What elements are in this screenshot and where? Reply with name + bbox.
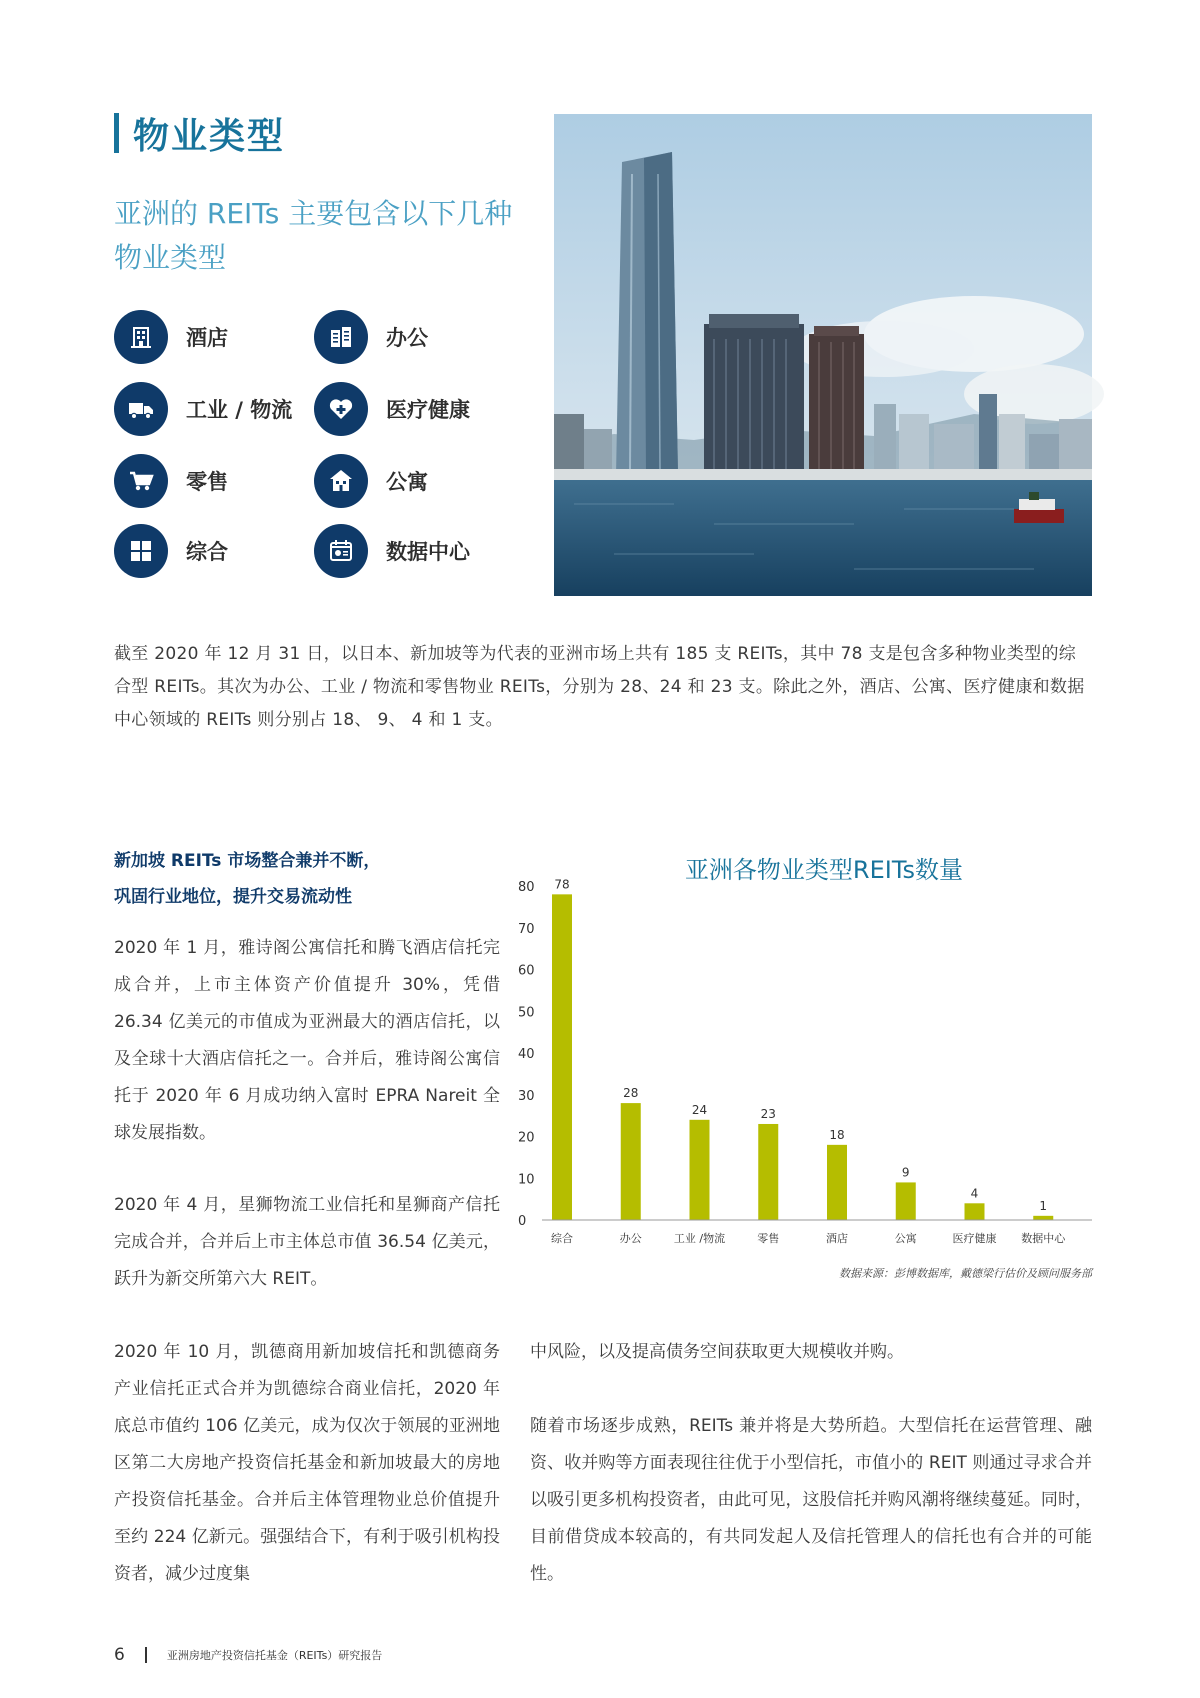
paragraph-2: 2020 年 4 月，星狮物流工业信托和星狮商产信托完成合并，合并后上市主体总市值 36.54 亿美元，跃升为新交所第六大 REIT。: [114, 1195, 500, 1289]
property-type-label: 数据中心: [386, 540, 470, 564]
chart-source: 数据来源：彭博数据库，戴德梁行估价及顾问服务部: [839, 1267, 1092, 1280]
x-tick-label: 数据中心: [1021, 1232, 1066, 1245]
property-type-industrial: [114, 382, 292, 436]
office-icon: [314, 310, 368, 364]
property-type-mixed: [114, 524, 228, 578]
y-tick-label: 30: [518, 1088, 535, 1104]
property-type-hotel: [114, 310, 228, 364]
bar-value-label: 9: [901, 1165, 910, 1180]
property-type-label: 办公: [386, 326, 428, 350]
paragraph-4: 中风险，以及提高债务空间获取更大规模收并购。: [530, 1342, 904, 1362]
chart-title: 亚洲各物业类型REITs数量: [684, 856, 964, 884]
paragraph-3: 2020 年 10 月，凯德商用新加坡信托和凯德商务产业信托正式合并为凯德综合商业信托，2020 年底总市值约 106 亿美元，成为仅次于领展的亚洲地区第二大房地产投资信托基金和新加坡最大的房地产投资信托基金。合并后主体管理物业总价值提升至约 224 亿新元。强强结合下，有利于吸引机构投资者，减少过度集: [114, 1342, 500, 1584]
x-tick-label: 酒店: [826, 1232, 848, 1245]
property-type-retail: [114, 454, 228, 508]
datacenter-icon: [314, 524, 368, 578]
page-footer: [114, 1645, 382, 1665]
bar-value-label: 4: [970, 1186, 979, 1201]
chart-bar: [690, 1120, 710, 1220]
heart-icon: [314, 382, 368, 436]
y-tick-label: 70: [518, 921, 535, 937]
x-tick-label: 医疗健康: [952, 1232, 997, 1245]
bar-value-label: 28: [623, 1086, 639, 1101]
bar-value-label: 23: [760, 1106, 776, 1121]
chart-bar: [552, 894, 572, 1220]
bar-value-label: 18: [829, 1127, 845, 1142]
chart-bar: [758, 1124, 778, 1220]
y-tick-label: 80: [518, 880, 535, 895]
grid-icon: [114, 524, 168, 578]
page-title: 物业类型: [133, 115, 286, 157]
footer-divider: [145, 1647, 147, 1663]
property-type-datacenter: [314, 524, 470, 578]
y-tick-label: 0: [518, 1214, 527, 1229]
y-tick-label: 10: [518, 1172, 535, 1188]
hotel-icon: [114, 310, 168, 364]
bar-value-label: 78: [554, 877, 570, 892]
y-tick-label: 50: [518, 1005, 535, 1021]
property-type-label: 公寓: [386, 470, 428, 494]
y-tick-label: 20: [518, 1130, 535, 1146]
property-type-office: [314, 310, 428, 364]
property-type-label: 工业 / 物流: [186, 398, 293, 422]
cart-icon: [114, 454, 168, 508]
chart-bar: [621, 1103, 641, 1220]
property-type-healthcare: [314, 382, 470, 436]
y-tick-label: 40: [518, 1047, 535, 1062]
bar-value-label: 24: [691, 1102, 708, 1117]
subsection-heading-line: 巩固行业地位，提升交易流动性: [114, 887, 352, 907]
truck-icon: [114, 382, 168, 436]
paragraph-1: 2020 年 1 月，雅诗阁公寓信托和腾飞酒店信托完成合并，上市主体资产价值提升 30%，凭借 26.34 亿美元的市值成为亚洲最大的酒店信托，以及全球十大酒店信托之一。合并后，雅诗阁公寓信托于 2020 年 6 月成功纳入富时 EPRA Nareit 全球发展指数。: [114, 938, 500, 1143]
chart-bar: [1033, 1216, 1053, 1220]
chart-bar: [896, 1182, 916, 1220]
paragraph-5: 随着市场逐步成熟，REITs 兼并将是大势所趋。大型信托在运营管理、融资、收并购等方面表现往往优于小型信托，市值小的 REIT 则通过寻求合并以吸引更多机构投资者，由此可见，这股信托并购风潮将继续蔓延。同时，目前借贷成本较高的，有共同发起人及信托管理人的信托也有合并的可能性。: [530, 1416, 1092, 1584]
property-type-label: 酒店: [186, 326, 228, 350]
x-tick-label: 办公: [619, 1232, 642, 1245]
footer-text: 亚洲房地产投资信托基金（REITs）研究报告: [166, 1649, 383, 1662]
reits-bar-chart: [518, 840, 1096, 1300]
x-tick-label: 零售: [757, 1232, 780, 1245]
skyline-photo: [554, 114, 1092, 596]
section-title: [114, 112, 286, 157]
subsection-heading: [114, 843, 514, 915]
subtitle: 亚洲的 REITs 主要包含以下几种物业类型: [114, 197, 513, 274]
chart-bar: [827, 1145, 847, 1220]
y-tick-label: 60: [518, 963, 535, 979]
property-type-label: 综合: [186, 540, 228, 564]
property-type-label: 零售: [186, 470, 228, 494]
property-type-list: [114, 310, 534, 610]
x-tick-label: 工业 /物流: [673, 1232, 726, 1245]
house-icon: [314, 454, 368, 508]
property-type-apartment: [314, 454, 428, 508]
bar-value-label: 1: [1039, 1198, 1048, 1213]
property-type-label: 医疗健康: [386, 398, 470, 422]
intro-paragraph: 截至 2020 年 12 月 31 日，以日本、新加坡等为代表的亚洲市场上共有 185 支 REITs，其中 78 支是包含多种物业类型的综合型 REITs。其次为办公、工业 / 物流和零售物业 REITs，分别为 28、24 和 23 支。除此之外，酒店、公寓、医疗健康和数据中心领域的 REITs 则分别占 18、 9、 4 和 1 支。: [114, 644, 1085, 730]
chart-bar: [965, 1203, 985, 1220]
subsection-heading-line: 新加坡 REITs 市场整合兼并不断，: [114, 851, 381, 871]
x-tick-label: 综合: [551, 1232, 573, 1245]
title-accent-bar: [114, 113, 119, 153]
x-tick-label: 公寓: [894, 1232, 917, 1245]
page-number: 6: [114, 1645, 125, 1665]
